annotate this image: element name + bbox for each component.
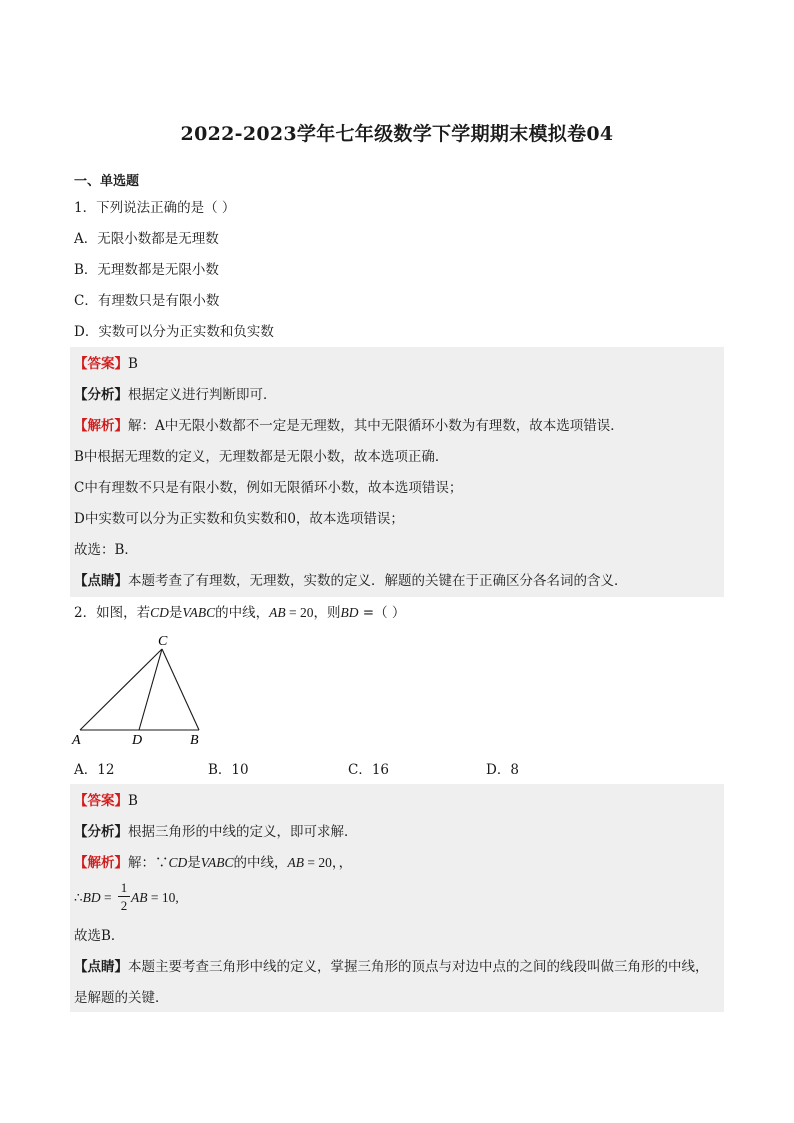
q2-sol2-end: = 10, [147, 890, 179, 905]
q2-sol2-bd: BD [82, 890, 101, 905]
q1-solution-line-1 [74, 417, 624, 435]
label-c: C [158, 634, 168, 649]
answer-value: B [128, 356, 138, 372]
comment-text: 本题主要考查三角形中线的定义，掌握三角形的顶点与对边中点的之间的线段叫做三角形的中线， [128, 959, 709, 975]
solution-tag: 【解析】 [74, 418, 128, 434]
label-a: A [72, 733, 81, 748]
triangle-figure [60, 625, 220, 750]
section-heading: 一、单选题 [74, 174, 140, 189]
q1-answer [74, 355, 138, 373]
segment-bc [162, 649, 199, 730]
q2-sol1-end: = 20，， [304, 855, 353, 870]
q1-option-a: A．无限小数都是无理数 [74, 231, 219, 247]
label-b: B [190, 733, 199, 748]
q2-comment-line-2: 是解题的关键． [74, 990, 169, 1006]
q2-solution-line-1 [74, 854, 352, 872]
q2-comment-line-1 [74, 958, 709, 976]
q2-option-c: C．16 [348, 762, 390, 778]
q1-solution-line-4: D中实数可以分为正实数和负实数和0，故本选项错误； [74, 511, 404, 527]
comment-tag: 【点睛】 [74, 573, 128, 589]
answer-value: B [128, 793, 138, 809]
q2-option-a: A．12 [74, 762, 115, 778]
segment-cd [139, 649, 162, 730]
comment-tag: 【点睛】 [74, 959, 128, 975]
q2-stem-prefix: 2．如图，若 [74, 605, 151, 621]
q2-sol1-text-2: 的中线， [233, 855, 288, 871]
q1-option-d: D．实数可以分为正实数和负实数 [74, 324, 274, 340]
q2-sol2-prefix: ∴ [74, 890, 83, 906]
q1-solution-line-3: C中有理数不只是有限小数，例如无限循环小数，故本选项错误； [74, 480, 463, 496]
q2-stem-eq: = 20，则 [285, 605, 341, 620]
q2-sol1-triangle: VABC [200, 855, 234, 870]
q2-stem-triangle: VABC [182, 605, 216, 620]
q2-conclusion: 故选B． [74, 928, 125, 944]
analysis-text: 根据定义进行判断即可． [128, 387, 277, 403]
fraction-one-half [118, 880, 130, 913]
q2-stem-cd: CD [150, 605, 169, 620]
q2-option-b: B．10 [208, 762, 249, 778]
q2-sol1-prefix: 解：∵ [128, 855, 169, 871]
q2-sol2-eq: = [100, 890, 115, 905]
fraction-denominator: 2 [120, 898, 128, 913]
q1-answer-block [70, 347, 724, 597]
q2-sol1-cd: CD [168, 855, 188, 870]
q1-conclusion: 故选：B． [74, 542, 138, 558]
q2-sol1-ab: AB [287, 855, 305, 870]
answer-tag: 【答案】 [74, 793, 128, 809]
q2-option-d: D．8 [486, 762, 519, 778]
q2-sol1-text: 是 [187, 855, 201, 871]
q2-sol2-ab: AB [130, 890, 148, 905]
q2-stem-text-2: 的中线， [215, 605, 270, 621]
q1-option-c: C．有理数只是有限小数 [74, 293, 220, 309]
analysis-tag: 【分析】 [74, 824, 128, 840]
q2-analysis [74, 823, 358, 841]
q2-stem-end: =（ ） [358, 605, 406, 621]
solution-text: 解：A中无限小数都不一定是无理数，其中无限循环小数为有理数，故本选项错误． [128, 418, 624, 434]
segment-ac [80, 649, 162, 730]
comment-text: 本题考查了有理数，无理数，实数的定义．解题的关键在于正确区分各名词的含义． [128, 573, 628, 589]
answer-tag: 【答案】 [74, 356, 128, 372]
analysis-tag: 【分析】 [74, 387, 128, 403]
q1-option-b: B．无理数都是无限小数 [74, 262, 219, 278]
q2-stem-bd: BD [340, 605, 359, 620]
solution-tag: 【解析】 [74, 855, 128, 871]
page-title: 2022-2023学年七年级数学下学期期末模拟卷04 [180, 123, 614, 145]
q1-stem: 1．下列说法正确的是（ ） [74, 200, 236, 216]
fraction-bar [118, 896, 130, 897]
fraction-numerator: 1 [120, 880, 128, 895]
q2-stem-ab: AB [269, 605, 286, 620]
analysis-text: 根据三角形的中线的定义，即可求解． [128, 824, 358, 840]
q1-comment [74, 572, 628, 590]
q2-answer [74, 792, 138, 810]
q1-analysis [74, 386, 277, 404]
q2-stem-text: 是 [168, 605, 183, 621]
q2-stem [74, 604, 405, 622]
q1-solution-line-2: B中根据无理数的定义，无理数都是无限小数，故本选项正确． [74, 449, 449, 465]
label-d: D [132, 733, 143, 748]
